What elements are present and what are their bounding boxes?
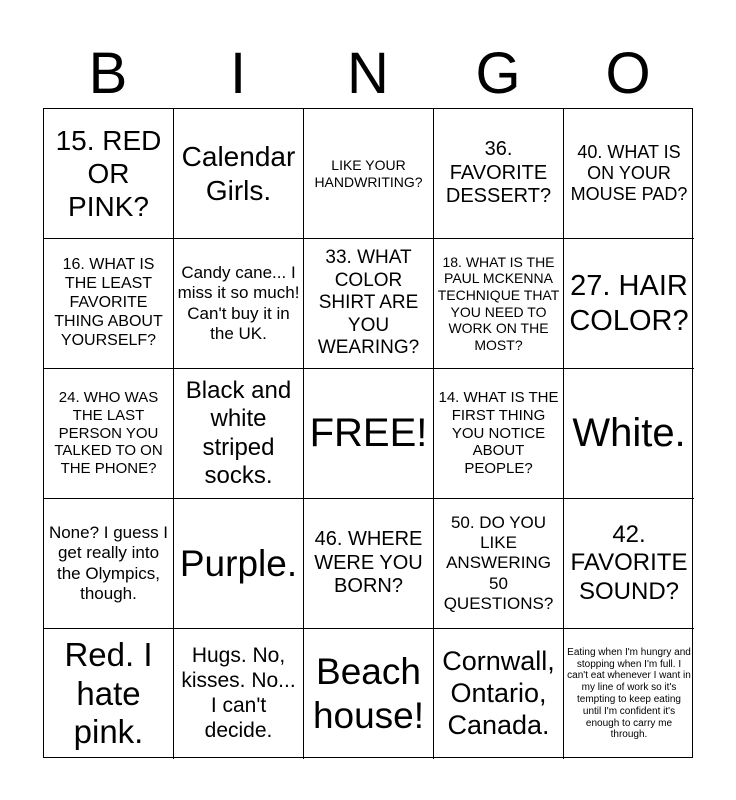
header-letter-g: G xyxy=(475,41,521,106)
bingo-cell[interactable] xyxy=(44,369,174,499)
bingo-cell[interactable] xyxy=(174,499,304,629)
bingo-cell[interactable] xyxy=(174,109,304,239)
bingo-cell[interactable] xyxy=(434,109,564,239)
bingo-cell[interactable] xyxy=(434,629,564,759)
bingo-cell[interactable] xyxy=(304,499,434,629)
bingo-card-grid xyxy=(43,108,693,758)
cell-text: Beach house! xyxy=(312,651,425,736)
cell-text: Calendar Girls. xyxy=(181,141,296,206)
bingo-cell[interactable] xyxy=(44,239,174,369)
bingo-cell[interactable] xyxy=(304,239,434,369)
bingo-cell[interactable] xyxy=(564,239,694,369)
bingo-cell[interactable] xyxy=(564,369,694,499)
cell-text: Black and white striped socks. xyxy=(185,376,292,489)
cell-text: None? I guess I get really into the Olympics, though. xyxy=(48,523,169,603)
bingo-cell[interactable] xyxy=(44,629,174,759)
bingo-cell[interactable] xyxy=(174,629,304,759)
cell-text: 14. WHAT IS THE FIRST THING YOU NOTICE ABOUT PEOPLE? xyxy=(438,389,559,478)
bingo-cell[interactable] xyxy=(564,109,694,239)
cell-text: 42. FAVORITE SOUND? xyxy=(570,521,688,605)
cell-text: 15. RED OR PINK? xyxy=(55,124,162,223)
cell-text: LIKE YOUR HANDWRITING? xyxy=(314,156,423,190)
cell-text: 33. WHAT COLOR SHIRT ARE YOU WEARING? xyxy=(317,247,420,359)
bingo-cell[interactable] xyxy=(564,629,694,759)
cell-text: 27. HAIR COLOR? xyxy=(569,270,689,337)
bingo-cell[interactable] xyxy=(174,369,304,499)
bingo-header xyxy=(43,40,693,108)
cell-text: Red. I hate pink. xyxy=(64,635,153,751)
cell-text: 18. WHAT IS THE PAUL MCKENNA TECHNIQUE THAT YOU NEED TO WORK ON THE MOST? xyxy=(437,253,560,353)
bingo-cell[interactable] xyxy=(304,109,434,239)
cell-text: Eating when I'm hungry and stopping when I'm full. I can't eat whenever I want in my line of work so it's tempting to keep eating until I'm confident it's enough to carry me through. xyxy=(567,646,691,741)
header-letter-o: O xyxy=(605,41,651,106)
bingo-cell[interactable] xyxy=(564,499,694,629)
header-letter-b: B xyxy=(88,41,128,106)
cell-text: 46. WHERE WERE YOU BORN? xyxy=(314,528,423,598)
cell-text: Hugs. No, kisses. No... I can't decide. xyxy=(181,644,296,742)
cell-text: 40. WHAT IS ON YOUR MOUSE PAD? xyxy=(570,141,688,205)
cell-text: 24. WHO WAS THE LAST PERSON YOU TALKED TO ON THE PHONE? xyxy=(54,389,163,478)
bingo-cell[interactable] xyxy=(174,239,304,369)
cell-text: Candy cane... I miss it so much! Can't buy it in the UK. xyxy=(177,263,300,343)
bingo-cell[interactable] xyxy=(44,109,174,239)
bingo-cell[interactable] xyxy=(304,629,434,759)
cell-text: Purple. xyxy=(179,542,298,584)
cell-text: 50. DO YOU LIKE ANSWERING 50 QUESTIONS? xyxy=(443,513,554,613)
header-letter-i: I xyxy=(229,41,247,106)
bingo-cell[interactable] xyxy=(434,499,564,629)
bingo-cell[interactable] xyxy=(434,239,564,369)
cell-text: White. xyxy=(572,410,686,455)
bingo-cell[interactable] xyxy=(434,369,564,499)
cell-text: FREE! xyxy=(309,410,428,455)
header-letter-n: N xyxy=(347,41,389,106)
cell-text: Cornwall, Ontario, Canada. xyxy=(442,646,555,740)
bingo-free-cell[interactable] xyxy=(304,369,434,499)
bingo-cell[interactable] xyxy=(44,499,174,629)
cell-text: 16. WHAT IS THE LEAST FAVORITE THING ABOUT YOURSELF? xyxy=(54,256,163,349)
cell-text: 36. FAVORITE DESSERT? xyxy=(445,138,552,208)
